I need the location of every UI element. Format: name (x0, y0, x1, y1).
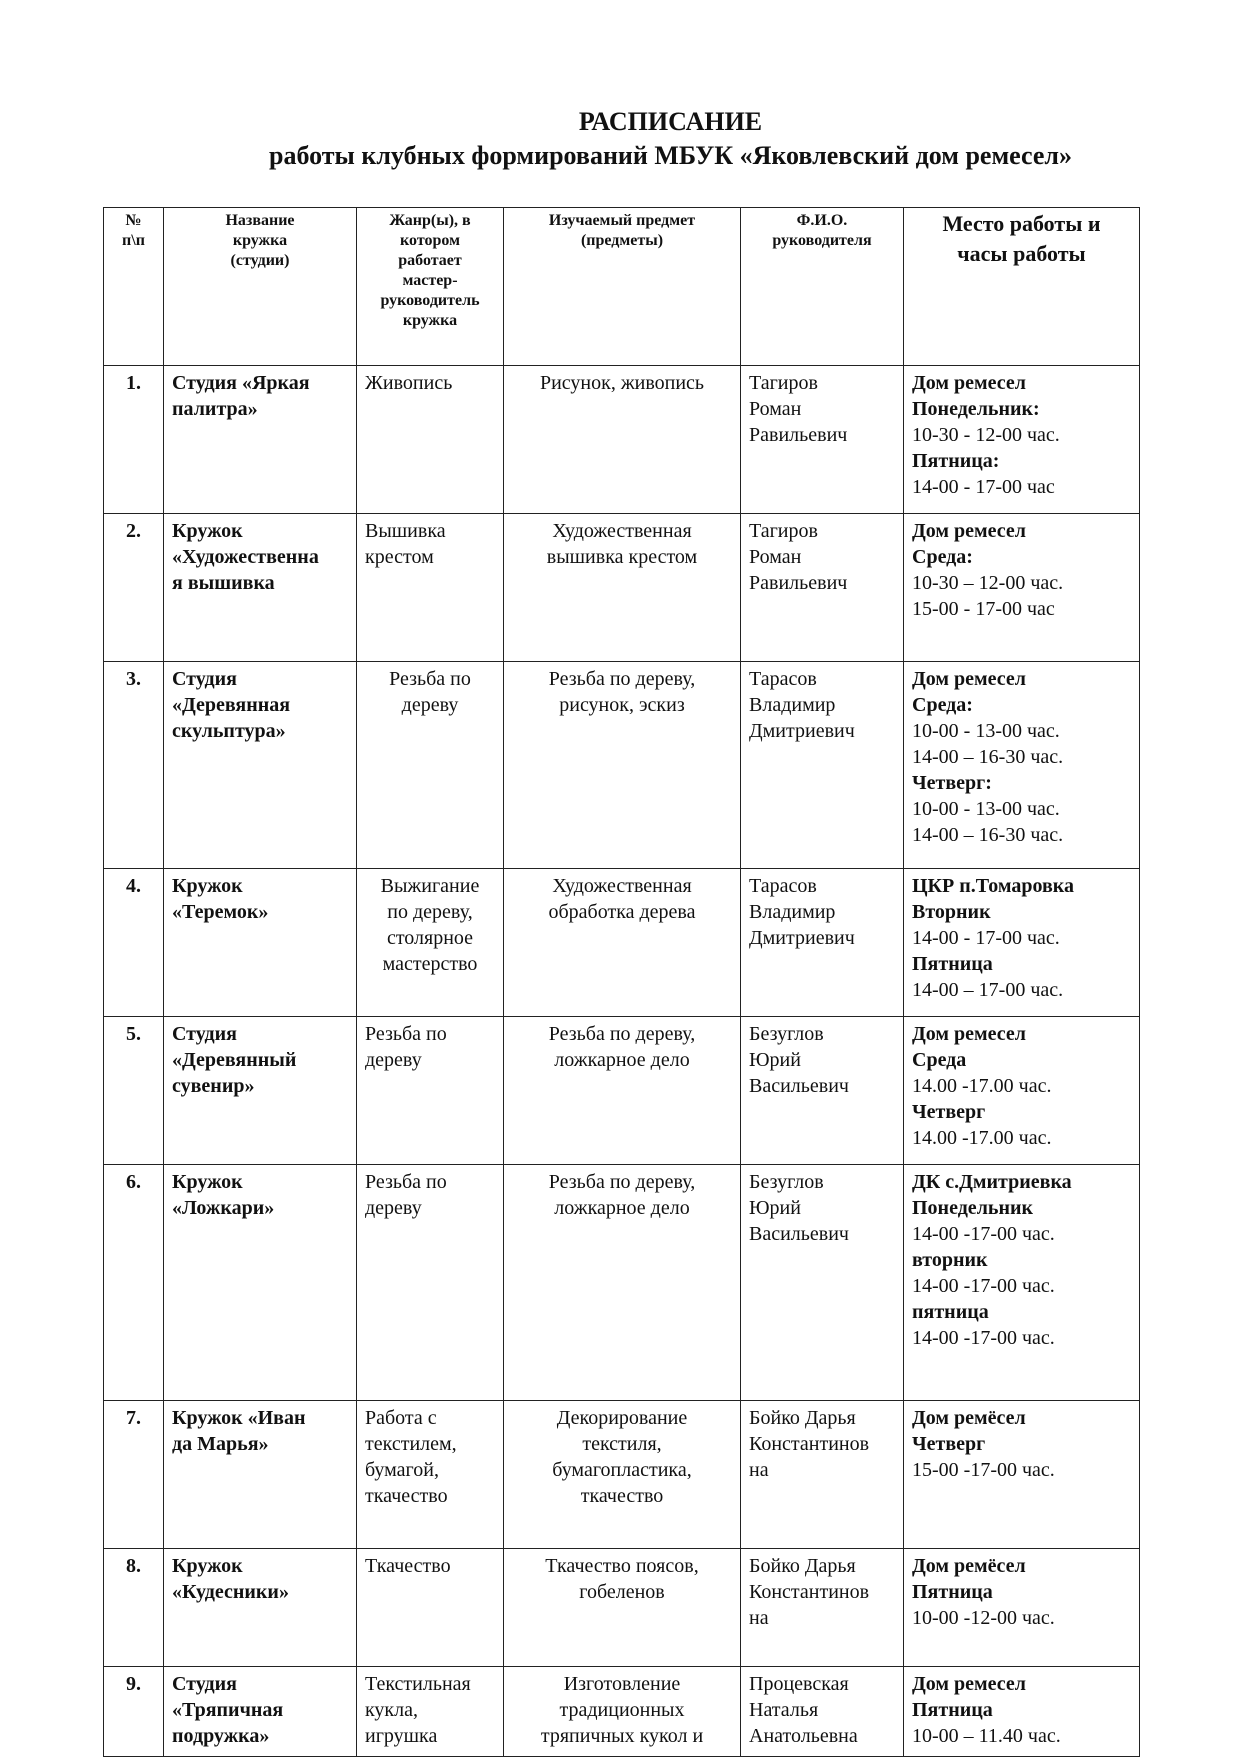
subject-line: Художественная (552, 875, 692, 897)
genre-line: Вышивка (365, 520, 446, 542)
header-text-line: кружка (402, 312, 458, 329)
title-line-1: РАСПИСАНИЕ (578, 107, 763, 136)
schedule-line: 15-00 - 17-00 час (912, 598, 1055, 620)
club-name-line: Кружок (172, 1171, 243, 1193)
club-name (164, 514, 357, 662)
leader-name-line: Бойко Дарья (749, 1555, 856, 1577)
header-text-line: Место работы и (942, 211, 1101, 236)
genre-line: бумагой, (365, 1459, 439, 1481)
subject-line: вышивка крестом (546, 546, 698, 568)
schedule-line: 10-30 - 12-00 час. (912, 424, 1060, 446)
schedule-line: 10-00 - 13-00 час. (912, 720, 1060, 742)
club-name-line: палитра» (172, 398, 258, 420)
club-name (164, 1549, 357, 1667)
club-name-line: Кружок (172, 875, 243, 897)
subject (504, 1165, 741, 1401)
schedule-line: Дом ремесел (912, 668, 1026, 690)
leader-name-line: Юрий (749, 1197, 801, 1219)
club-name-line: да Марья» (172, 1433, 269, 1455)
schedule-line: 15-00 -17-00 час. (912, 1459, 1055, 1481)
header-text-line: п\п (122, 232, 145, 249)
club-name-line: «Художественна (172, 546, 319, 568)
schedule (904, 1401, 1140, 1549)
header-text-line: (предметы) (580, 232, 664, 249)
header-text-line: Ф.И.О. (796, 212, 848, 229)
schedule-line: Четверг: (912, 772, 992, 794)
leader-name (741, 366, 904, 514)
schedule-line: Пятница (912, 1699, 993, 1721)
leader-name-line: на (749, 1607, 769, 1629)
row-number: 5. (104, 1017, 164, 1165)
schedule-line: 14.00 -17.00 час. (912, 1127, 1052, 1149)
genre-line: столярное (386, 927, 474, 949)
subject-line: ткачество (580, 1485, 664, 1507)
header-text-line: котором (400, 232, 460, 249)
subject (504, 869, 741, 1017)
header-leader (741, 208, 904, 366)
genre-line: Резьба по (365, 1023, 447, 1045)
leader-name (741, 662, 904, 869)
genre-line: крестом (365, 546, 434, 568)
header-text-line: (студии) (230, 252, 290, 269)
header-text-line: работает (398, 252, 462, 269)
schedule-line: 10-00 – 11.40 час. (912, 1725, 1061, 1747)
club-name (164, 1401, 357, 1549)
genre (357, 366, 504, 514)
leader-name-line: Безуглов (749, 1171, 824, 1193)
subject-line: традиционных (559, 1699, 685, 1721)
leader-name (741, 1549, 904, 1667)
title-line-2: работы клубных формирований МБУК «Яковлевский дом ремесел» (269, 141, 1072, 170)
club-name (164, 1017, 357, 1165)
row-number: 8. (104, 1549, 164, 1667)
schedule-line: вторник (912, 1249, 988, 1271)
leader-name-line: Васильевич (749, 1075, 849, 1097)
genre (357, 662, 504, 869)
club-name (164, 1165, 357, 1401)
header-text-line: Название (225, 212, 295, 229)
table-row (104, 1401, 1140, 1549)
leader-name-line: Константинов (749, 1581, 870, 1603)
club-name-line: сувенир» (172, 1075, 255, 1097)
schedule-line: 14-00 - 17-00 час (912, 476, 1055, 498)
genre-line: Ткачество (365, 1555, 451, 1577)
genre-line: дереву (365, 1197, 422, 1219)
club-name-line: Студия (172, 1023, 237, 1045)
leader-name-line: Владимир (749, 901, 836, 923)
table-row (104, 1165, 1140, 1401)
leader-name-line: Роман (749, 546, 802, 568)
genre-line: Текстильная (365, 1673, 471, 1695)
schedule-line: Дом ремёсел (912, 1407, 1026, 1429)
table-row (104, 1667, 1140, 1757)
header-text-line: Изучаемый предмет (548, 212, 696, 229)
club-name-line: Студия «Яркая (172, 372, 310, 394)
club-name-line: Студия (172, 668, 237, 690)
schedule-line: ЦКР п.Томаровка (912, 875, 1074, 897)
genre (357, 1165, 504, 1401)
schedule-line: Дом ремесел (912, 372, 1026, 394)
document-title (0, 105, 1241, 173)
genre-line: Резьба по (389, 668, 471, 690)
schedule-line: 14-00 – 17-00 час. (912, 979, 1064, 1001)
genre (357, 869, 504, 1017)
schedule (904, 366, 1140, 514)
subject-line: бумагопластика, (552, 1459, 692, 1481)
schedule-line: 10-30 – 12-00 час. (912, 572, 1064, 594)
schedule-line: Пятница: (912, 450, 1000, 472)
club-name-line: скульптура» (172, 720, 286, 742)
genre (357, 1549, 504, 1667)
leader-name-line: Безуглов (749, 1023, 824, 1045)
leader-name-line: Васильевич (749, 1223, 849, 1245)
club-name (164, 662, 357, 869)
leader-name-line: Дмитриевич (749, 720, 855, 742)
genre-line: Резьба по (365, 1171, 447, 1193)
genre (357, 1667, 504, 1757)
schedule-line: Пятница (912, 1581, 993, 1603)
header-club-name (164, 208, 357, 366)
schedule-line: 14-00 -17-00 час. (912, 1327, 1055, 1349)
genre-line: дереву (401, 694, 459, 716)
table-header-row (104, 208, 1140, 366)
club-name-line: «Деревянный (172, 1049, 297, 1071)
club-name-line: «Деревянная (172, 694, 291, 716)
schedule-line: 14.00 -17.00 час. (912, 1075, 1052, 1097)
leader-name-line: Константинов (749, 1433, 870, 1455)
schedule-line: 14-00 -17-00 час. (912, 1223, 1055, 1245)
leader-name-line: Тарасов (749, 668, 817, 690)
table-row (104, 514, 1140, 662)
header-text-line: часы работы (957, 241, 1086, 266)
row-number: 9. (104, 1667, 164, 1757)
schedule-line: 14-00 -17-00 час. (912, 1275, 1055, 1297)
club-name (164, 869, 357, 1017)
schedule-line: Пятница (912, 953, 993, 975)
schedule-line: Среда: (912, 694, 973, 716)
club-name-line: Кружок (172, 1555, 243, 1577)
schedule-line: пятница (912, 1301, 989, 1323)
genre-line: по дереву, (387, 901, 473, 923)
subject-line: обработка дерева (548, 901, 696, 923)
leader-name-line: на (749, 1459, 769, 1481)
row-number: 1. (104, 366, 164, 514)
club-name (164, 366, 357, 514)
subject-line: Декорирование (556, 1407, 688, 1429)
club-name (164, 1667, 357, 1757)
genre-line: кукла, (365, 1699, 419, 1721)
leader-name-line: Тагиров (749, 372, 818, 394)
schedule-line: Среда: (912, 546, 973, 568)
leader-name-line: Роман (749, 398, 802, 420)
leader-name-line: Анатольевна (749, 1725, 858, 1747)
header-text-line: руководитель (380, 292, 480, 309)
schedule (904, 662, 1140, 869)
genre-line: Работа с (365, 1407, 437, 1429)
schedule-line: Понедельник (912, 1197, 1034, 1219)
subject (504, 1017, 741, 1165)
table-row (104, 869, 1140, 1017)
schedule (904, 1017, 1140, 1165)
genre-line: Выжигание (380, 875, 480, 897)
club-name-line: «Тряпичная (172, 1699, 284, 1721)
row-number: 6. (104, 1165, 164, 1401)
subject (504, 366, 741, 514)
schedule-line: 14-00 – 16-30 час. (912, 746, 1064, 768)
schedule-line: Дом ремесел (912, 1023, 1026, 1045)
schedule-line: Дом ремесел (912, 520, 1026, 542)
genre-line: дереву (365, 1049, 422, 1071)
table-row (104, 1549, 1140, 1667)
subject-line: Резьба по дереву, (548, 1171, 696, 1193)
subject-line: ложкарное дело (554, 1197, 690, 1219)
header-genre (357, 208, 504, 366)
row-number: 7. (104, 1401, 164, 1549)
leader-name (741, 1017, 904, 1165)
header-subject (504, 208, 741, 366)
genre-line: игрушка (365, 1725, 438, 1747)
schedule (904, 1549, 1140, 1667)
subject-line: гобеленов (579, 1581, 665, 1603)
subject-line: Резьба по дереву, (548, 668, 696, 690)
leader-name-line: Тагиров (749, 520, 818, 542)
subject (504, 1549, 741, 1667)
subject-line: тряпичных кукол и (540, 1725, 704, 1747)
schedule (904, 1165, 1140, 1401)
genre (357, 1401, 504, 1549)
row-number: 2. (104, 514, 164, 662)
leader-name (741, 1165, 904, 1401)
leader-name (741, 869, 904, 1017)
subject-line: Ткачество поясов, (545, 1555, 699, 1577)
table-row (104, 662, 1140, 869)
leader-name-line: Тарасов (749, 875, 817, 897)
schedule-line: Дом ремесел (912, 1673, 1026, 1695)
leader-name (741, 514, 904, 662)
schedule-line: Понедельник: (912, 398, 1040, 420)
leader-name-line: Владимир (749, 694, 836, 716)
schedule-line: 14-00 - 17-00 час. (912, 927, 1060, 949)
schedule-line: 10-00 -12-00 час. (912, 1607, 1055, 1629)
schedule-table (103, 207, 1140, 1757)
table-row (104, 1017, 1140, 1165)
schedule-line: ДК с.Дмитриевка (912, 1171, 1072, 1193)
subject-line: Рисунок, живопись (539, 372, 705, 394)
leader-name-line: Юрий (749, 1049, 801, 1071)
club-name-line: «Теремок» (172, 901, 269, 923)
subject (504, 514, 741, 662)
subject-line: Художественная (552, 520, 692, 542)
leader-name-line: Равильевич (749, 424, 848, 446)
genre-line: текстилем, (365, 1433, 457, 1455)
club-name-line: подружка» (172, 1725, 270, 1747)
genre (357, 1017, 504, 1165)
leader-name-line: Равильевич (749, 572, 848, 594)
table-row (104, 366, 1140, 514)
subject-line: Резьба по дереву, (548, 1023, 696, 1045)
leader-name-line: Процевская (749, 1673, 849, 1695)
header-text-line: Жанр(ы), в (389, 212, 471, 229)
schedule-line: 14-00 – 16-30 час. (912, 824, 1064, 846)
club-name-line: Кружок (172, 520, 243, 542)
header-number (104, 208, 164, 366)
schedule-line: Дом ремёсел (912, 1555, 1026, 1577)
leader-name-line: Бойко Дарья (749, 1407, 856, 1429)
row-number: 3. (104, 662, 164, 869)
leader-name-line: Наталья (749, 1699, 819, 1721)
schedule-line: Четверг (912, 1433, 986, 1455)
header-text-line: мастер- (402, 272, 458, 289)
schedule (904, 514, 1140, 662)
subject-line: рисунок, эскиз (559, 694, 685, 716)
genre-line: мастерство (382, 953, 478, 975)
leader-name (741, 1667, 904, 1757)
schedule-line: Вторник (912, 901, 991, 923)
leader-name-line: Дмитриевич (749, 927, 855, 949)
subject (504, 662, 741, 869)
club-name-line: я вышивка (172, 572, 275, 594)
schedule-line: Среда (912, 1049, 967, 1071)
schedule-line: 10-00 - 13-00 час. (912, 798, 1060, 820)
row-number: 4. (104, 869, 164, 1017)
header-schedule (904, 208, 1140, 366)
club-name-line: Студия (172, 1673, 237, 1695)
genre-line: ткачество (365, 1485, 448, 1507)
genre-line: Живопись (365, 372, 453, 394)
genre (357, 514, 504, 662)
subject (504, 1401, 741, 1549)
schedule (904, 869, 1140, 1017)
subject-line: ложкарное дело (554, 1049, 690, 1071)
subject-line: Изготовление (563, 1673, 681, 1695)
club-name-line: «Ложкари» (172, 1197, 275, 1219)
header-text-line: руководителя (772, 232, 872, 249)
header-text-line: кружка (232, 232, 288, 249)
club-name-line: «Кудесники» (172, 1581, 289, 1603)
schedule-line: Четверг (912, 1101, 986, 1123)
schedule (904, 1667, 1140, 1757)
club-name-line: Кружок «Иван (172, 1407, 306, 1429)
subject-line: текстиля, (582, 1433, 662, 1455)
subject (504, 1667, 741, 1757)
leader-name (741, 1401, 904, 1549)
header-text-line: № (125, 212, 142, 229)
